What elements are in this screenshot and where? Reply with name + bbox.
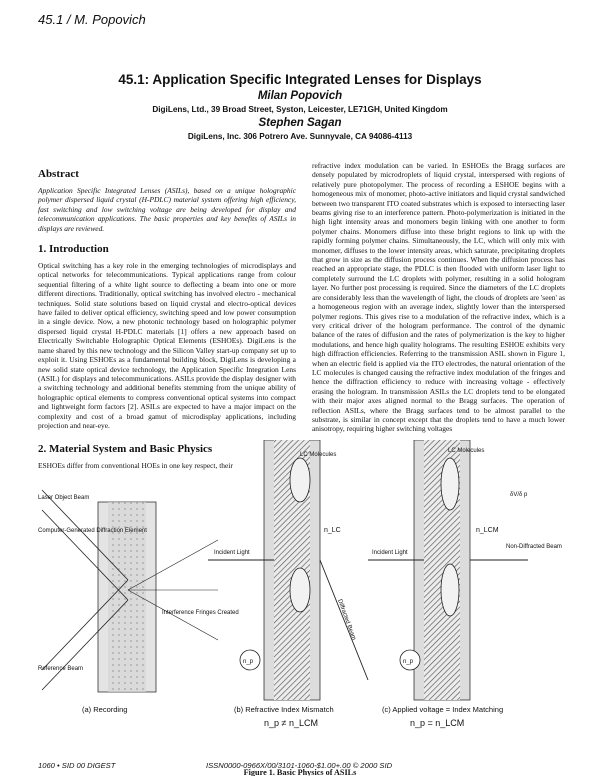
author-affiliation-1: DigiLens, Ltd., 39 Broad Street, Syston, Leicester, LE71GH, United Kingdom: [152, 105, 448, 114]
panel-b-mismatch: [208, 440, 368, 728]
label-lc-molecules-c: LC Molecules: [448, 448, 485, 454]
author-name-2: Stephen Sagan: [258, 117, 342, 129]
label-matching-equation: n_p = n_LCM: [410, 718, 465, 728]
author-affiliation-2: DigiLens, Inc. 306 Potrero Ave. Sunnyvale, CA 94086-4113: [187, 132, 413, 141]
introduction-heading: 1. Introduction: [38, 243, 109, 256]
footer-right: ISSN0000-0966X/00/3101-1060-$1.00+.00 © 2000 SID: [206, 761, 393, 770]
lc-droplet: [290, 458, 310, 502]
label-dv-formula: δV/δ p: [510, 492, 528, 498]
title-block: [40, 72, 560, 141]
label-computer-generated: Computer-Generated Diffraction Element: [38, 528, 147, 534]
label-mismatch: (b) Refractive Index Mismatch: [234, 705, 334, 714]
label-n-lc-b: n_LC: [324, 527, 341, 534]
figure-drawing: [38, 440, 562, 760]
label-incident-light-c: Incident Light: [372, 550, 408, 556]
label-incident-light-b: Incident Light: [214, 550, 250, 556]
label-matching: (c) Applied voltage = Index Matching: [382, 705, 504, 714]
running-header: 45.1 / M. Popovich: [38, 12, 146, 27]
label-n-lc-c: n_LCM: [476, 527, 499, 534]
label-laser-object-beam: Laser Object Beam: [38, 495, 90, 501]
label-diffracted-beam: Diffracted Beam: [336, 598, 357, 642]
abstract-text: Application Specific Integrated Lenses (ASILs), based on a unique holographic polymer dispersed liquid crystal (H-PDLC) material system offering high efficiency, fast switching and low switching voltage are being developed for display and telecommunication applications. The basic properties and key benefits of ASILs in displays are reviewed.: [38, 186, 296, 233]
introduction-text: Optical switching has a key role in the emerging technologies of microdisplays and optical networks for telecommunications. Typical applications range from colour sequential filtering of a white light source to deflecting a beam into one or more different directions. Traditionally, optical switching has involved electro - mechanical techniques. Solid state solutions based on liquid crystal and electro-optical devices have failed to deliver optical efficiency, switching speed and low power consumption in a single device. Now, a new photonic technology based on holographic polymer dispersed liquid crystal H-PDLC materials [1] offers a new approach based on Electrically Switchable Holographic Optical Elements (ESHOEs). DigiLens is the name shared by this new technology and the Silicon Valley start-up company set up to exploit it. Using ESHOEs as a fundamental building block, DigiLens is developing a new solid state optical device technology, the Application Specific Integration Lens (ASIL) for displays and telecommunications. ASILs provide the display designer with a switching technology and additional benefits stemming from the unique ability of holographic optical elements to compress conventional optical systems into compact and lightweight form factors [2]. ASILs are expected to have a major impact on the complexity and cost of a broad gamut of microdisplay applications, including projection and near-eye.: [38, 261, 296, 430]
label-reference-beam: Reference Beam: [38, 666, 84, 672]
figure-caption: Figure 1. Basic Physics of ASILs: [243, 768, 357, 776]
footer-left: 1060 • SID 00 DIGEST: [38, 761, 116, 770]
author-name-1: Milan Popovich: [257, 90, 343, 102]
right-column: [312, 161, 565, 434]
left-column: [38, 168, 296, 471]
label-non-diffracted: Non-Diffracted Beam: [506, 544, 562, 550]
label-interference-fringes: Interference Fringes Created: [162, 610, 239, 616]
paper-title: 45.1: Application Specific Integrated Lenses for Displays: [118, 72, 482, 87]
label-n-p-b: n_p: [243, 659, 254, 665]
panel-a-recording: [38, 490, 239, 714]
material-heading: 2. Material System and Basic Physics: [38, 443, 213, 456]
label-n-p-c: n_p: [403, 659, 414, 665]
label-recording: (a) Recording: [82, 705, 128, 714]
label-lc-molecules-b: LC Molecules: [300, 452, 337, 458]
right-column-text: refractive index modulation can be varied. In ESHOEs the Bragg surfaces are densely populated by microdroplets of liquid crystal, interspersed with regions of relatively pure photopolymer. The process of recording a ESHOE begins with a homogeneous mix of monomer, photo-active initiators and liquid crystal sandwiched between two transparent ITO coated substrates which is exposed to intersecting laser beams giving rise to an interference pattern. Photo-polymerization is initiated in the high light intensity areas and monomers begin linking with one another to form polymer chains. Monomers diffuse into these bright regions to link up with the rapidly forming polymer chains. Simultaneously, the LC, which will only mix with monomer, diffuses to the lower intensity areas, which saturate, precipitating droplets that grow in size as the diffusion process continues. When the diffusion process has reached an appropriate stage, the PDLC is then flooded with uniform laser light to completely surround the LC droplets with polymer, resulting in a solid hologram layer. No further post processing is required. Since the diameters of the LC droplets are considerably less than the wavelength of light, the clouds of droplets are 'seen' as a homogeneous region with an average index, slightly lower than the interspersed polymer regions. This gives rise to a modulation of the refractive index, which is a very critical driver of the hologram performance. The control of the dynamic balance of the rates of diffusion and the rates of polymerization is the key to higher modulations, and hence high quality holograms. The resulting ESHOE exhibits very high diffraction efficiencies. Referring to the transmission ASIL shown in Figure 1, when an electric field is applied via the ITO electrodes, the natural orientation of the LC molecules is changed causing the refractive index modulation of the fringes and hence the diffraction efficiency to reduce with increasing voltage - effectively erasing the hologram. In transmission ASILs the LC droplets tend to be elongated with their major axes aligned normal to the Bragg surfaces. The operation of reflection ASILs, where the Bragg surfaces tend to be almost parallel to the substrate, is similar in concept except that the droplets tend to have a much lower anisotropy, requiring higher switching voltages: [312, 161, 565, 434]
panel-c-matching: [368, 440, 562, 728]
material-text: ESHOEs differ from conventional HOEs in one key respect, their: [38, 461, 233, 471]
abstract-heading: Abstract: [38, 168, 79, 180]
label-mismatch-equation: n_p ≠ n_LCM: [264, 718, 318, 728]
